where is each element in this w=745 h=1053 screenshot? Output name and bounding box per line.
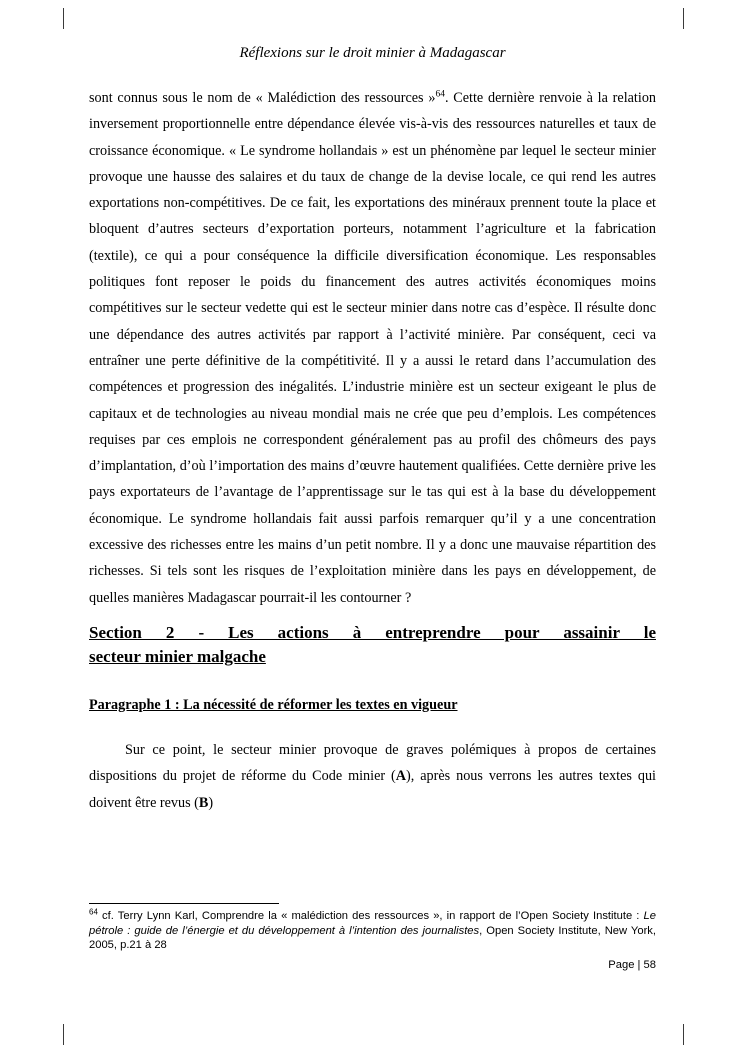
cross-reference-a: A [395, 768, 407, 785]
section-heading [89, 621, 656, 669]
page-content [89, 0, 656, 816]
section-heading-line-2: secteur minier malgache [89, 646, 266, 666]
body-paragraph-1 [89, 85, 656, 611]
paragraph-text: Sur ce point, le secteur minier provoque de graves polémiques à propos de certaines dispositions du projet de réforme du Code minier ( [89, 741, 656, 785]
paragraph-text: ) [208, 794, 214, 811]
section-heading-line-1: Section 2 - Les actions à entreprendre pour assainir le [89, 622, 656, 642]
paragraph-text: . Cette dernière renvoie à la relation inversement proportionnelle entre dépendance élevée vis-à-vis des ressources naturelles et taux de croissance économique. « Le syndrome hollandais » est un phénomène par lequel le secteur minier provoque une hausse des salaires et du taux de change de la devise locale, ce qui rend les autres exportations non-compétitives. De ce fait, les exportations des minéraux prennent toute la place et bloquent d’autres secteurs d’exportation porteurs, notamment l’agriculture et la fabrication (textile), ce qui a pour conséquence la difficile diversification économique. Les responsables politiques font reposer le poids du financement des autres activités économiques moins compétitives sur le secteur vedette qui est le secteur minier dans notre cas d’espèce. Il résulte donc une dépendance des autres activités par rapport à l’activité minière. Par conséquent, ceci va entraîner une perte définitive de la compétitivité. Il y a aussi le retard dans l’accumulation des compétences et progression des inégalités. L’industrie minière est un secteur exigeant le plus de capitaux et de technologies au niveau mondial mais ne crée que peu d’emplois. Les compétences requises par ces emplois ne correspondent généralement pas au profil des chômeurs des pays d’implantation, d’où l’importation des mains d’œuvre hautement qualifiées. Cette dernière prive les pays exportateurs de l’avantage de l’apprentissage sur le tas qui est à la base du développement économique. Le syndrome hollandais fait aussi parfois remarquer qu’il y a une concentration excessive des richesses entre les mains d’un petit nombre. Il y a donc une mauvaise répartition des richesses. Si tels sont les risques de l’exploitation minière dans les pays en développement, de quelles manières Madagascar pourrait-il les contourner ? [89, 90, 657, 606]
footnote-reference: 64 [435, 89, 445, 100]
footnote-text [89, 909, 656, 953]
page-number: Page | 58 [608, 958, 656, 971]
footnote-work-title: Le pétrole : guide de l’énergie et du développement à l’intention des journalistes [89, 910, 656, 937]
paragraph-heading: Paragraphe 1 : La nécessité de réformer les textes en vigueur [89, 696, 458, 713]
footnote-body: , Open Society Institute, New York, 2005, p.21 à 28 [89, 924, 656, 952]
footnote-separator [89, 903, 279, 904]
page-footer [89, 903, 656, 972]
footnote-number: 64 [89, 907, 98, 917]
crop-mark-bottom-right [683, 1024, 684, 1045]
crop-mark-top-right [683, 8, 684, 29]
crop-mark-bottom-left [63, 1024, 64, 1045]
body-paragraph-2 [89, 737, 656, 816]
paragraph-text: sont connus sous le nom de « Malédiction des ressources » [89, 90, 436, 106]
header-title: Réflexions sur le droit minier à Madagascar [239, 45, 506, 61]
crop-mark-top-left [63, 8, 64, 29]
cross-reference-b: B [198, 794, 209, 811]
paragraph-text: ), après nous verrons les autres textes qui doivent être revus ( [89, 768, 656, 811]
footnote-body: cf. Terry Lynn Karl, Comprendre la « malédiction des ressources », in rapport de l’Open Society Institute : [97, 910, 644, 922]
